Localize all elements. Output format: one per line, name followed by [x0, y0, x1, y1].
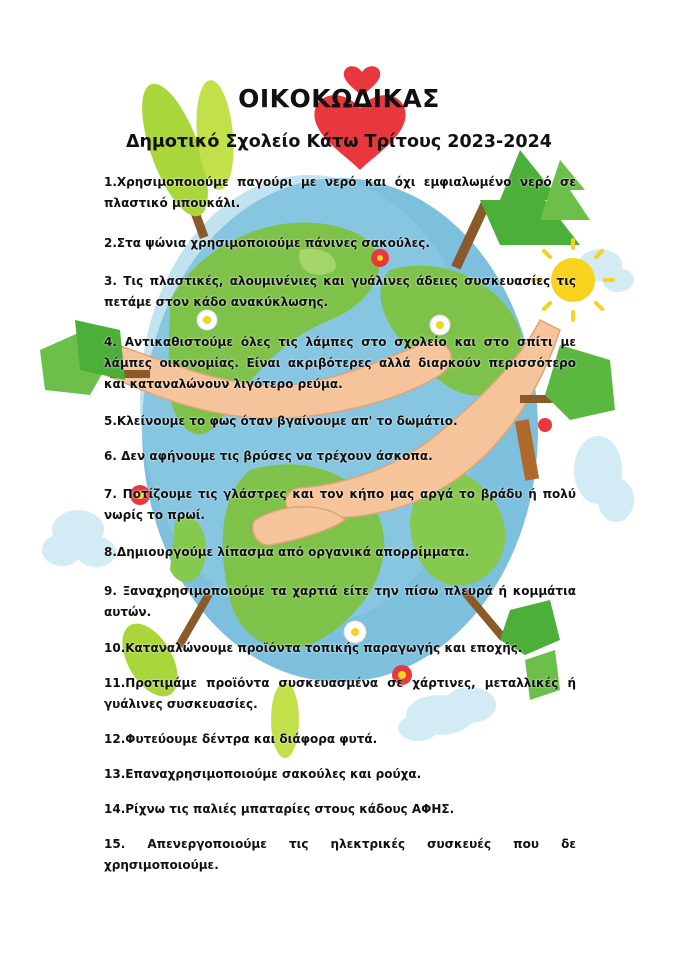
- rule-item: 7. Ποτίζουμε τις γλάστρες και τον κήπο μας αργά το βράδυ ή πολύ νωρίς το πρωί.: [104, 487, 576, 522]
- rule-item: 5.Κλείνουμε το φως όταν βγαίνουμε απ' το δωμάτιο.: [104, 414, 458, 428]
- document-subtitle: Δημοτικό Σχολείο Κάτω Τρίτους 2023-2024: [126, 132, 552, 152]
- heart-icon: [314, 66, 405, 170]
- rule-item: 12.Φυτεύουμε δέντρα και διάφορα φυτά.: [104, 732, 378, 746]
- rule-item: 2.Στα ψώνια χρησιμοποιούμε πάνινες σακούλες.: [104, 236, 430, 250]
- rule-item: 8.Δημιουργούμε λίπασμα από οργανικά απορρίμματα.: [104, 545, 470, 559]
- rule-item: 3. Τις πλαστικές, αλουμινένιες και γυάλινες άδειες συσκευασίες τις πετάμε στον κάδο ανακύκλωσης.: [104, 274, 576, 309]
- rule-item: 11.Προτιμάμε προϊόντα συσκευασμένα σε χάρτινες, μεταλλικές ή γυάλινες συσκευασίες.: [104, 676, 576, 711]
- rule-item: 15. Απενεργοποιούμε τις ηλεκτρικές συσκευές που δε χρησιμοποιούμε.: [104, 837, 576, 872]
- rule-item: 9. Ξαναχρησιμοποιούμε τα χαρτιά είτε την πίσω πλευρά ή κομμάτια αυτών.: [104, 584, 576, 619]
- rule-item: 4. Αντικαθιστούμε όλες τις λάμπες στο σχολείο και στο σπίτι με λάμπες οικονομίας. Είναι ακριβότερες αλλά διαρκούν περισσότερο και καταναλώνουν λιγότερο ρεύμα.: [104, 335, 576, 391]
- rule-item: 10.Καταναλώνουμε προϊόντα τοπικής παραγωγής και εποχής.: [104, 641, 523, 655]
- rule-item: 6. Δεν αφήνουμε τις βρύσες να τρέχουν άσκοπα.: [104, 449, 433, 463]
- rule-item: 14.Ρίχνω τις παλιές μπαταρίες στους κάδους ΑΦΗΣ.: [104, 802, 455, 816]
- document-title: ΟΙΚΟΚΩΔΙΚΑΣ: [238, 84, 440, 113]
- rule-item: 13.Επαναχρησιμοποιούμε σακούλες και ρούχα.: [104, 767, 422, 781]
- rules-list: [104, 172, 576, 876]
- rule-item: 1.Χρησιμοποιούμε παγούρι με νερό και όχι εμφιαλωμένο νερό σε πλαστικό μπουκάλι.: [104, 175, 576, 210]
- cloud-icon: [574, 436, 634, 522]
